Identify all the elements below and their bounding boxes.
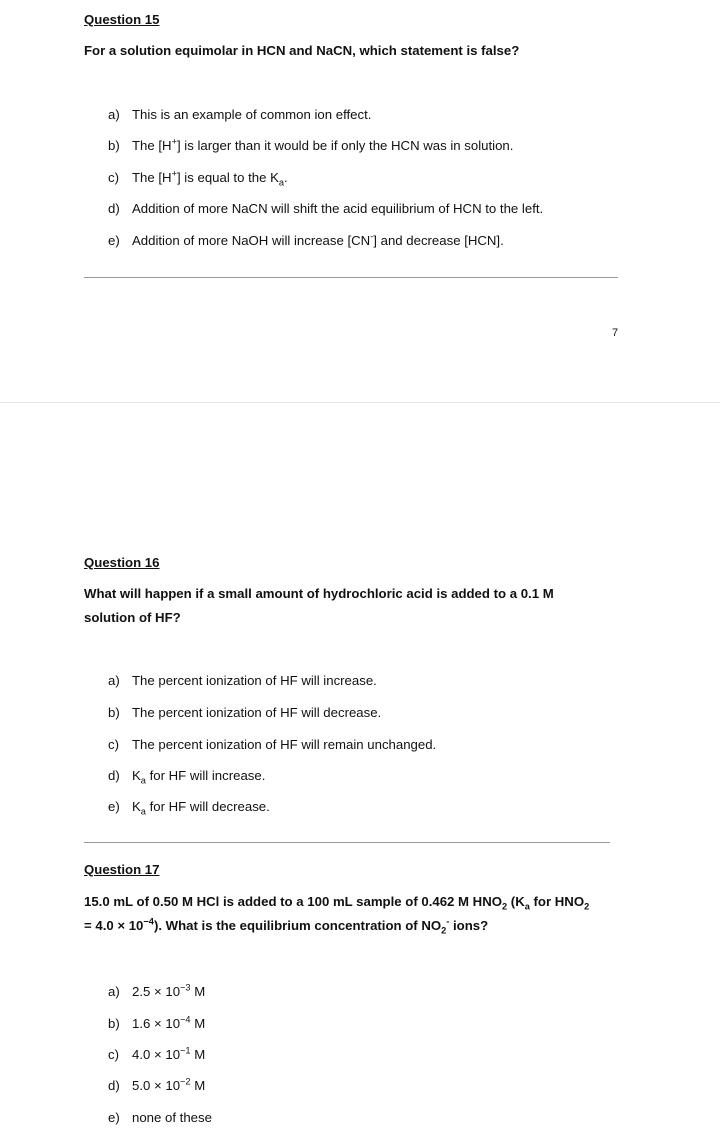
superscript: −4: [143, 916, 154, 927]
q16-option-b: [108, 705, 381, 720]
option-text: The percent ionization of HF will decrease.: [132, 705, 382, 720]
page-number: 7: [612, 327, 619, 339]
option-text: 4.0 × 10: [132, 1047, 181, 1062]
option-letter: e): [108, 233, 120, 248]
page-break-line: [0, 402, 720, 403]
q15-option-a: [108, 107, 371, 122]
prompt-text: 15.0 mL of 0.50 M HCl is added to a 100 mL sample of 0.462 M HNO: [84, 894, 502, 909]
option-letter: d): [108, 768, 120, 783]
option-letter: c): [108, 170, 119, 185]
question-17-prompt-line2: [84, 916, 489, 936]
question-16-title: Question 16: [84, 555, 160, 570]
option-text: .: [284, 170, 288, 185]
option-text: Addition of more NaCN will shift the acid equilibrium of HCN to the left.: [132, 201, 544, 216]
superscript: +: [171, 136, 177, 147]
subscript: a: [278, 177, 285, 188]
q16-option-c: [108, 737, 436, 752]
option-text: for HF will decrease.: [145, 799, 270, 814]
superscript: +: [171, 168, 177, 179]
q15-option-d: [108, 201, 543, 216]
option-text: 1.6 × 10: [132, 1016, 181, 1031]
subscript: 2: [584, 901, 590, 912]
question-15-title: Question 15: [84, 12, 160, 27]
superscript: −3: [180, 982, 191, 993]
superscript: -: [370, 231, 374, 242]
prompt-text: ions?: [449, 918, 489, 933]
q17-option-d: [108, 1078, 205, 1093]
option-text: M: [190, 1047, 206, 1062]
section-divider: [84, 842, 610, 843]
option-text: K: [132, 799, 141, 814]
prompt-text: for HNO: [529, 894, 585, 909]
superscript: −2: [180, 1076, 191, 1087]
option-letter: e): [108, 799, 120, 814]
option-letter: c): [108, 737, 119, 752]
prompt-text: = 4.0 × 10: [84, 918, 144, 933]
option-text: M: [190, 1016, 206, 1031]
q17-option-c: [108, 1047, 205, 1062]
option-letter: d): [108, 201, 120, 216]
option-letter: c): [108, 1047, 119, 1062]
option-text: for HF will increase.: [145, 768, 266, 783]
q16-option-a: [108, 673, 377, 688]
option-letter: d): [108, 1078, 120, 1093]
question-16-prompt-line2: solution of HF?: [84, 610, 181, 625]
question-17-prompt-line1: [84, 894, 590, 912]
option-text: The [H: [132, 170, 172, 185]
prompt-text: ). What is the equilibrium concentration of NO: [153, 918, 442, 933]
q15-option-e: [108, 233, 504, 248]
subscript: 2: [441, 925, 447, 936]
option-letter: b): [108, 1016, 120, 1031]
prompt-text: (K: [507, 894, 525, 909]
subscript: a: [524, 901, 530, 912]
q15-option-b: [108, 138, 513, 153]
q16-option-d: [108, 768, 266, 786]
option-letter: b): [108, 705, 120, 720]
option-letter: e): [108, 1110, 120, 1125]
q15-option-c: [108, 168, 288, 188]
option-text: M: [190, 984, 206, 999]
option-text: M: [190, 1078, 206, 1093]
option-text: 5.0 × 10: [132, 1078, 181, 1093]
option-text: ] and decrease [HCN].: [373, 233, 504, 248]
subscript: a: [140, 775, 146, 786]
superscript: −4: [180, 1014, 191, 1025]
option-text: The percent ionization of HF will increase.: [132, 673, 377, 688]
option-text: ] is larger than it would be if only the HCN was in solution.: [176, 138, 514, 153]
question-15-prompt: For a solution equimolar in HCN and NaCN, which statement is false?: [84, 43, 520, 58]
option-text: ] is equal to the K: [176, 170, 279, 185]
q17-option-a: [108, 984, 205, 999]
option-text: none of these: [132, 1110, 212, 1125]
option-text: 2.5 × 10: [132, 984, 181, 999]
question-16-prompt-line1: What will happen if a small amount of hydrochloric acid is added to a 0.1 M: [84, 586, 554, 601]
option-letter: a): [108, 673, 120, 688]
option-letter: a): [108, 984, 120, 999]
option-letter: b): [108, 138, 120, 153]
subscript: 2: [502, 901, 508, 912]
q17-option-b: [108, 1016, 205, 1031]
option-text: This is an example of common ion effect.: [132, 107, 372, 122]
q17-option-e: [108, 1110, 212, 1125]
option-text: The percent ionization of HF will remain unchanged.: [132, 737, 437, 752]
option-letter: a): [108, 107, 120, 122]
superscript: −1: [180, 1045, 191, 1056]
superscript: -: [446, 916, 450, 927]
section-divider: [84, 277, 618, 278]
option-text: The [H: [132, 138, 172, 153]
q16-option-e: [108, 799, 270, 817]
option-text: K: [132, 768, 141, 783]
question-17-title: Question 17: [84, 862, 160, 877]
subscript: a: [140, 806, 146, 817]
option-text: Addition of more NaOH will increase [CN: [132, 233, 371, 248]
